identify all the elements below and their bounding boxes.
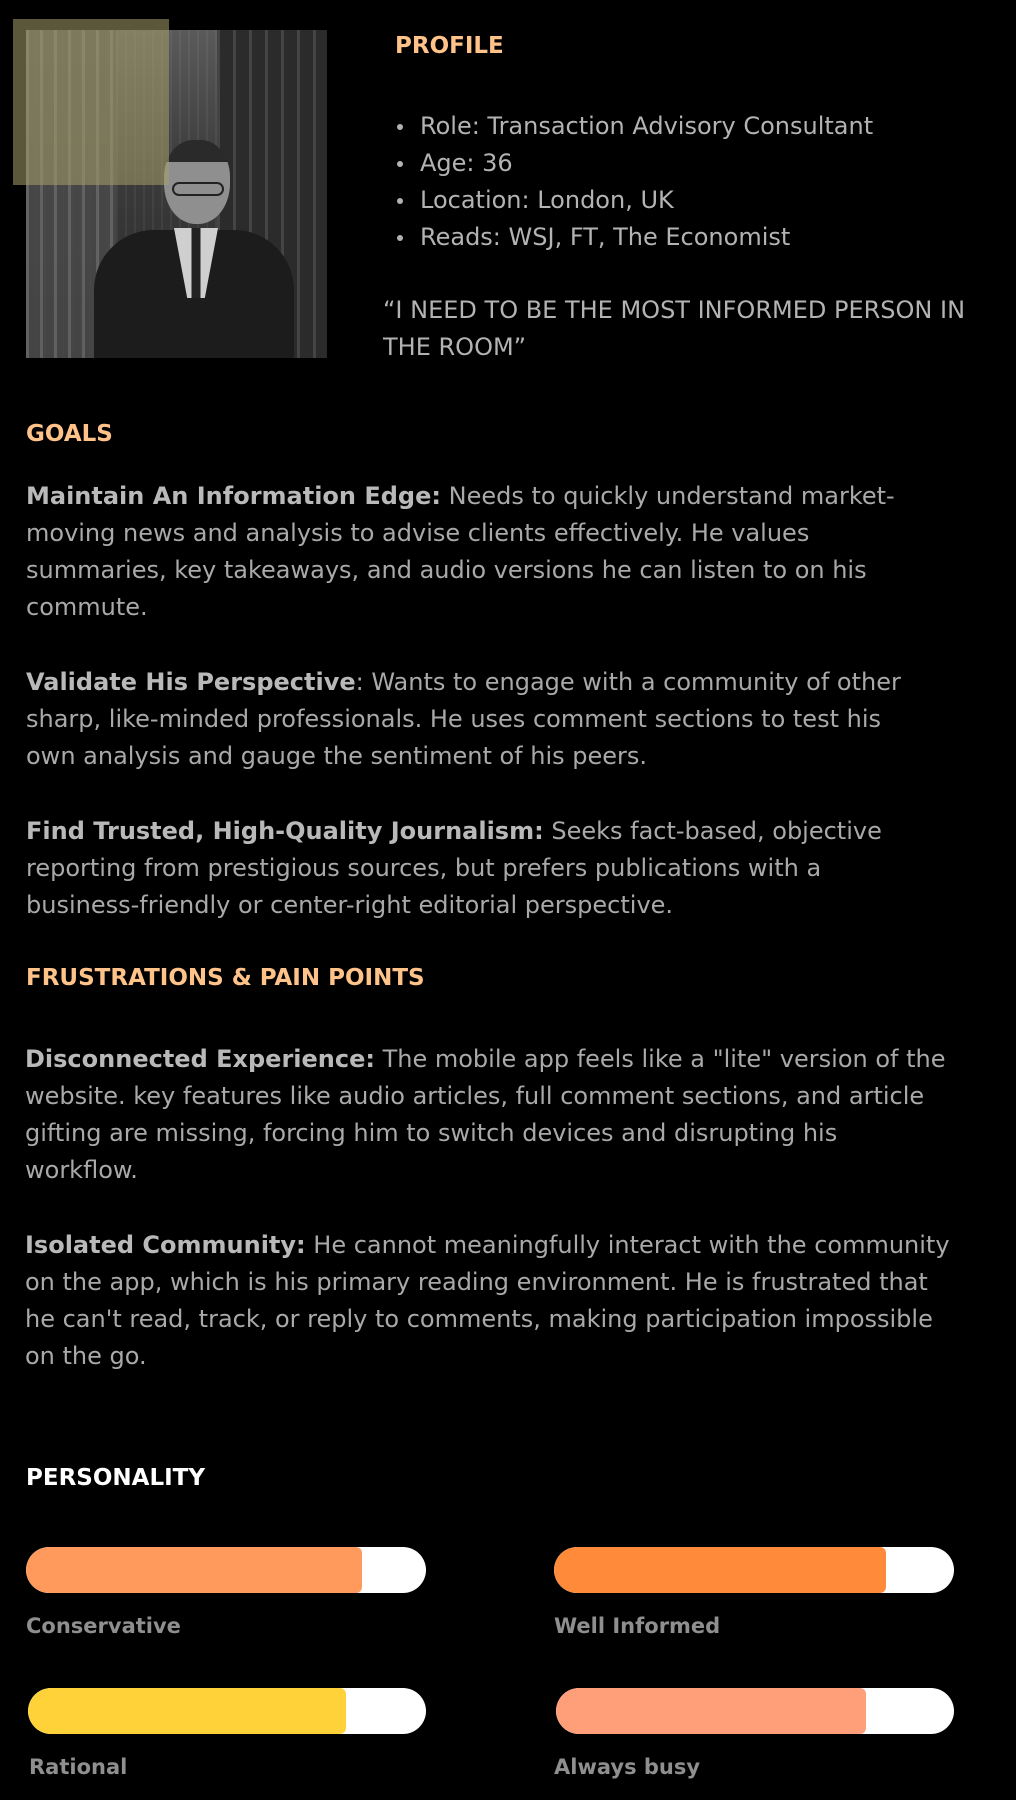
trait-rational	[28, 1688, 426, 1734]
profile-heading: PROFILE	[395, 33, 504, 59]
trait-bar-track	[554, 1547, 954, 1593]
persona-quote: “I NEED TO BE THE MOST INFORMED PERSON IN THE ROOM”	[383, 296, 966, 361]
frustration-disconnected-experience: Disconnected Experience: The mobile app feels like a "lite" version of the website. key features like audio articles, full comment sections, and article gifting are missing, forcing him to switch devices and disrupting his workflow.	[25, 1045, 946, 1184]
profile-location: Location: London, UK	[390, 182, 873, 219]
goal-information-edge: Maintain An Information Edge: Needs to quickly understand market- moving news and analysis to advise clients effectively. He values summaries, key takeaways, and audio versions he can listen to on his commute.	[26, 482, 895, 621]
trait-label-always-busy: Always busy	[554, 1755, 701, 1779]
trait-bar-fill	[26, 1547, 362, 1593]
personality-heading: PERSONALITY	[26, 1465, 206, 1491]
photo-overlay-square	[13, 19, 169, 185]
trait-well-informed	[554, 1547, 954, 1593]
trait-label-conservative: Conservative	[26, 1614, 181, 1638]
frustration-isolated-community: Isolated Community: He cannot meaningfully interact with the community on the app, which is his primary reading environment. He is frustrated that he can't read, track, or reply to comments, making participation impossible on the go.	[25, 1231, 950, 1370]
profile-role: Role: Transaction Advisory Consultant	[390, 108, 873, 145]
profile-list	[390, 108, 873, 256]
trait-bar-track	[28, 1688, 426, 1734]
trait-bar-fill	[28, 1688, 346, 1734]
goals-heading: GOALS	[26, 421, 113, 447]
trait-bar-fill	[556, 1688, 866, 1734]
trait-bar-track	[556, 1688, 954, 1734]
trait-always-busy	[556, 1688, 954, 1734]
trait-conservative	[26, 1547, 426, 1593]
goal-validate-perspective: Validate His Perspective: Wants to engage with a community of other sharp, like-minded professionals. He uses comment sections to test his own analysis and gauge the sentiment of his peers.	[26, 668, 901, 770]
frustrations-heading: FRUSTRATIONS & PAIN POINTS	[26, 965, 425, 991]
profile-age: Age: 36	[390, 145, 873, 182]
profile-reads: Reads: WSJ, FT, The Economist	[390, 219, 873, 256]
goal-trusted-journalism: Find Trusted, High-Quality Journalism: Seeks fact-based, objective reporting from prestigious sources, but prefers publications with a business-friendly or center-right editorial perspective.	[26, 817, 882, 919]
trait-bar-track	[26, 1547, 426, 1593]
trait-label-well-informed: Well Informed	[554, 1614, 721, 1638]
trait-label-rational: Rational	[29, 1755, 128, 1779]
trait-bar-fill	[554, 1547, 886, 1593]
